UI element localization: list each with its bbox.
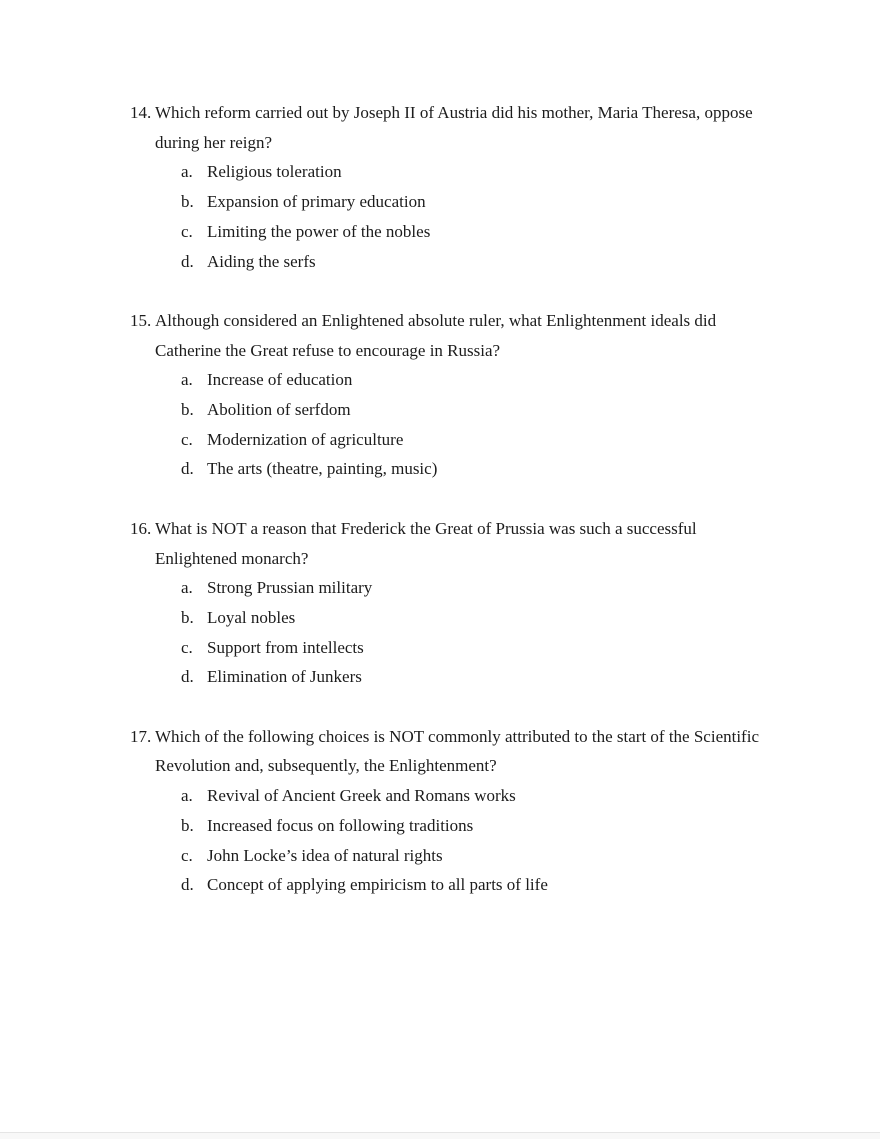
answer-option	[130, 573, 775, 603]
option-letter: b.	[181, 400, 194, 420]
question-number: 15.	[130, 310, 152, 330]
question-block-17	[130, 722, 775, 900]
option-text: Loyal nobles	[207, 607, 296, 627]
option-letter: c.	[181, 221, 193, 241]
question-text-line-2: Revolution and, subsequently, the Enlightenment?	[155, 756, 497, 776]
option-letter: d.	[181, 459, 194, 479]
option-text: Support from intellects	[207, 637, 364, 657]
option-text: John Locke’s idea of natural rights	[207, 845, 443, 865]
option-letter: c.	[181, 637, 193, 657]
option-text: Abolition of serfdom	[207, 400, 351, 420]
option-letter: b.	[181, 192, 194, 212]
option-text: Religious toleration	[207, 162, 342, 182]
question-text-line-2: Catherine the Great refuse to encourage in Russia?	[155, 340, 501, 360]
option-text: Aiding the serfs	[207, 251, 316, 271]
answer-option	[130, 841, 775, 871]
question-line	[130, 98, 775, 128]
option-text: The arts (theatre, painting, music)	[207, 459, 438, 479]
question-number: 16.	[130, 518, 152, 538]
option-text: Expansion of primary education	[207, 192, 426, 212]
option-letter: a.	[181, 578, 193, 598]
answer-option	[130, 633, 775, 663]
page-bottom-edge	[0, 1132, 880, 1139]
answer-option	[130, 425, 775, 455]
option-text: Strong Prussian military	[207, 578, 373, 598]
question-number: 17.	[130, 726, 152, 746]
option-text: Elimination of Junkers	[207, 667, 362, 687]
question-block-15	[130, 306, 775, 484]
answer-option	[130, 870, 775, 900]
answer-option	[130, 365, 775, 395]
answer-option	[130, 662, 775, 692]
answer-option	[130, 454, 775, 484]
option-letter: c.	[181, 429, 193, 449]
question-text-line-2: during her reign?	[155, 132, 273, 152]
quiz-content	[130, 98, 775, 930]
question-line	[130, 514, 775, 544]
option-letter: a.	[181, 162, 193, 182]
question-line	[130, 722, 775, 752]
option-letter: c.	[181, 845, 193, 865]
option-letter: d.	[181, 875, 194, 895]
question-text-line-1: Although considered an Enlightened absolute ruler, what Enlightenment ideals did	[155, 310, 717, 330]
question-block-14	[130, 98, 775, 276]
option-letter: d.	[181, 251, 194, 271]
option-text: Modernization of agriculture	[207, 429, 404, 449]
answer-option	[130, 247, 775, 277]
option-text: Limiting the power of the nobles	[207, 221, 431, 241]
option-letter: b.	[181, 815, 194, 835]
option-letter: a.	[181, 786, 193, 806]
answer-option	[130, 603, 775, 633]
question-text-line-1: Which of the following choices is NOT commonly attributed to the start of the Scientific	[155, 726, 759, 746]
option-letter: b.	[181, 607, 194, 627]
question-text-line-1: What is NOT a reason that Frederick the Great of Prussia was such a successful	[155, 518, 697, 538]
question-line	[130, 306, 775, 336]
option-text: Concept of applying empiricism to all parts of life	[207, 875, 548, 895]
answer-option	[130, 781, 775, 811]
answer-option	[130, 157, 775, 187]
option-letter: d.	[181, 667, 194, 687]
option-letter: a.	[181, 370, 193, 390]
option-text: Increased focus on following traditions	[207, 815, 474, 835]
question-text-line-1: Which reform carried out by Joseph II of Austria did his mother, Maria Theresa, oppose	[155, 103, 753, 122]
answer-option	[130, 187, 775, 217]
question-text-line-2: Enlightened monarch?	[155, 548, 309, 568]
question-block-16	[130, 514, 775, 692]
answer-option	[130, 811, 775, 841]
answer-option	[130, 395, 775, 425]
answer-option	[130, 217, 775, 247]
option-text: Increase of education	[207, 370, 353, 390]
question-number: 14.	[130, 103, 152, 122]
option-text: Revival of Ancient Greek and Romans works	[207, 786, 516, 806]
